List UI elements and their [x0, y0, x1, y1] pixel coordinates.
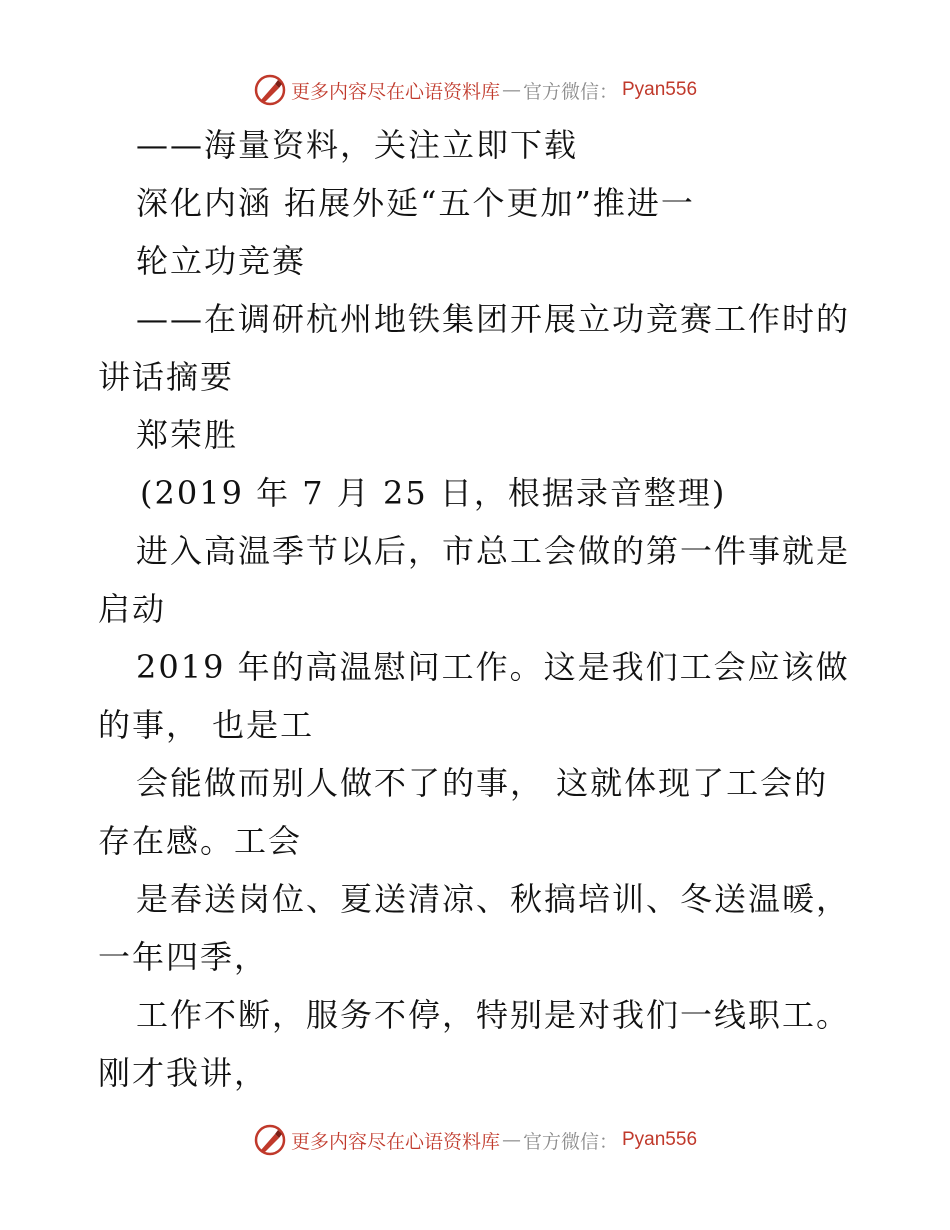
- banner-title: 更多内容尽在心语资料库: [290, 1130, 500, 1153]
- header-banner: [0, 70, 950, 110]
- text-line: 工作不断，服务不停，特别是对我们一线职工。: [136, 996, 851, 1034]
- text-line: (2019 年 7 月 25 日，根据录音整理): [140, 474, 727, 512]
- banner-wechat-label: 官方微信：: [522, 1130, 618, 1153]
- text-line: 2019 年的高温慰问工作。这是我们工会应该做: [136, 648, 850, 686]
- text-line: 存在感。工会: [98, 822, 303, 860]
- text-line: 郑荣胜: [136, 416, 239, 454]
- text-line: 是春送岗位、夏送清凉、秋搞培训、冬送温暖，: [136, 880, 851, 918]
- text-line: ——在调研杭州地铁集团开展立功竞赛工作时的: [136, 300, 851, 338]
- text-line: 启动: [98, 590, 167, 628]
- text-line: 的事， 也是工: [98, 706, 315, 744]
- banner-separator: —: [501, 79, 521, 101]
- text-line: ——海量资料，关注立即下载: [136, 126, 579, 164]
- footer-banner: [0, 1120, 950, 1160]
- text-line: 深化内涵 拓展外延“五个更加”推进一: [136, 184, 695, 222]
- text-line: 进入高温季节以后，市总工会做的第一件事就是: [136, 532, 851, 570]
- document-body: [98, 116, 858, 1102]
- text-line: 一年四季，: [98, 938, 269, 976]
- pen-logo-icon: [253, 1123, 287, 1157]
- text-line: 刚才我讲，: [98, 1054, 269, 1092]
- text-line: 轮立功竞赛: [136, 242, 307, 280]
- banner-separator: —: [501, 1129, 521, 1151]
- banner-wechat-label: 官方微信：: [522, 80, 618, 103]
- banner-title: 更多内容尽在心语资料库: [290, 80, 500, 103]
- banner-account: Pyan556: [622, 79, 698, 100]
- pen-logo-icon: [253, 73, 287, 107]
- text-line: 会能做而别人做不了的事， 这就体现了工会的: [136, 764, 829, 802]
- banner-account: Pyan556: [622, 1129, 698, 1150]
- text-line: 讲话摘要: [98, 358, 235, 396]
